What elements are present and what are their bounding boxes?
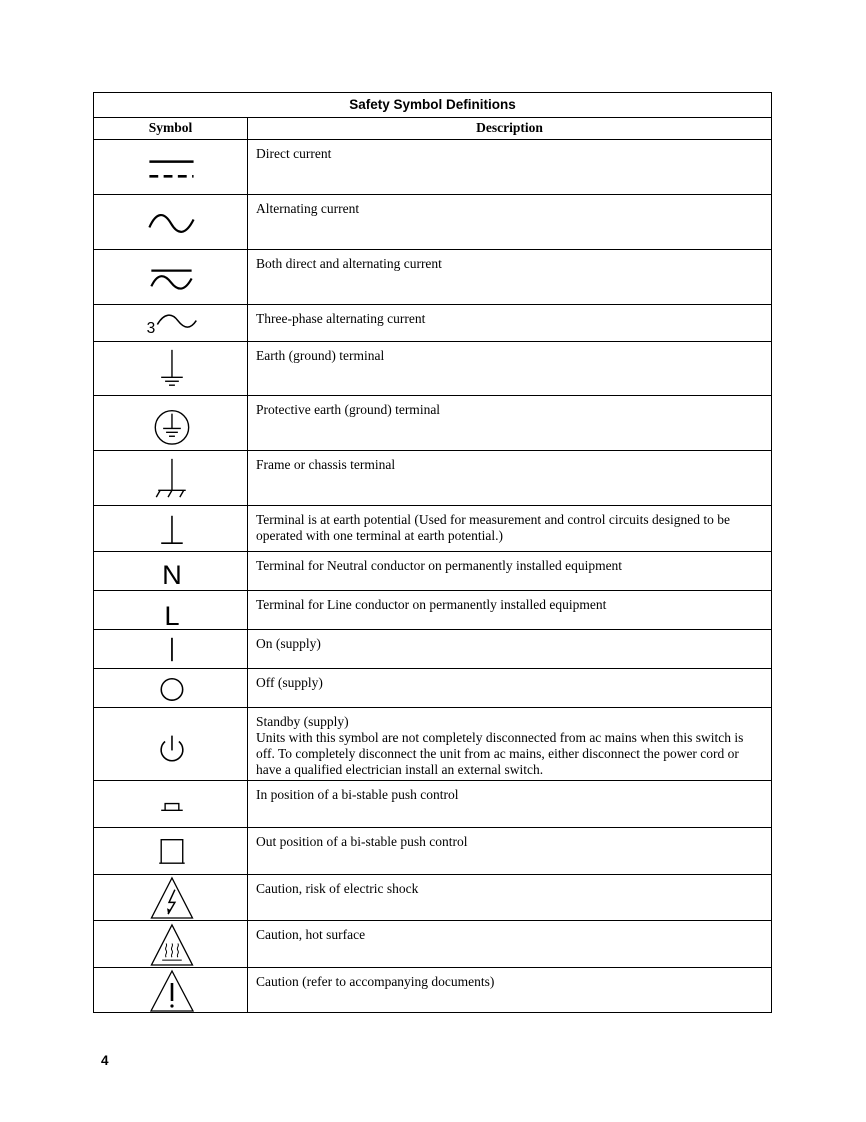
chassis-terminal-icon — [94, 451, 247, 505]
earth-potential-icon — [94, 506, 247, 551]
row-description: Off (supply) — [256, 675, 323, 690]
row-description: On (supply) — [256, 636, 321, 651]
protective-earth-icon — [94, 396, 247, 450]
neutral-n-icon — [94, 552, 247, 590]
line-symbol: L — [164, 600, 180, 632]
direct-current-icon — [94, 140, 247, 194]
row-description: Caution, hot surface — [256, 927, 366, 942]
row-note: Units with this symbol are not completely disconnected from ac mains when this switch is off. To completely disconnect the unit from ac mains, either disconnect the power cord or have a qualified electrician install an external switch. — [256, 730, 744, 777]
table-row — [94, 451, 771, 506]
table-title: Safety Symbol Definitions — [94, 93, 771, 118]
row-description: Terminal for Line conductor on permanently installed equipment — [256, 597, 607, 612]
push-out-icon — [94, 828, 247, 874]
row-description: Direct current — [256, 146, 332, 161]
table-row — [94, 669, 771, 708]
three-phase-label: 3 — [146, 320, 156, 338]
row-description: In position of a bi-stable push control — [256, 787, 459, 802]
hot-surface-icon — [94, 921, 247, 967]
shock-warning-icon — [94, 875, 247, 920]
caution-icon — [94, 968, 247, 1012]
row-description: Caution (refer to accompanying documents) — [256, 974, 495, 989]
table-row — [94, 968, 771, 1012]
row-description: Protective earth (ground) terminal — [256, 402, 441, 417]
row-description: Out position of a bi-stable push control — [256, 834, 468, 849]
table-row — [94, 396, 771, 451]
table-header-row — [94, 117, 771, 140]
push-in-icon — [94, 781, 247, 827]
row-description: Standby (supply) — [256, 714, 349, 729]
row-description: Frame or chassis terminal — [256, 457, 396, 472]
power-off-icon — [94, 669, 247, 707]
table-row — [94, 708, 771, 781]
table-row — [94, 342, 771, 396]
earth-ground-icon — [94, 342, 247, 395]
row-description: Both direct and alternating current — [256, 256, 442, 271]
row-description: Alternating current — [256, 201, 360, 216]
row-description: Caution, risk of electric shock — [256, 881, 419, 896]
page-number: 4 — [101, 1053, 109, 1068]
neutral-symbol: N — [162, 559, 182, 591]
row-description: Earth (ground) terminal — [256, 348, 385, 363]
table-row — [94, 195, 771, 250]
table-row — [94, 552, 771, 591]
table-row — [94, 781, 771, 828]
alternating-current-icon — [94, 195, 247, 249]
table-row — [94, 506, 771, 552]
table-row — [94, 921, 771, 968]
row-description: Three-phase alternating current — [256, 311, 426, 326]
line-l-icon — [94, 591, 247, 632]
standby-icon — [94, 708, 247, 780]
both-dc-ac-icon — [94, 250, 247, 304]
symbol-column-header: Symbol — [94, 117, 248, 139]
table-row — [94, 250, 771, 305]
table-row — [94, 305, 771, 342]
safety-symbol-table — [93, 92, 772, 1013]
table-row — [94, 630, 771, 669]
table-row — [94, 828, 771, 875]
row-description: Terminal is at earth potential (Used for measurement and control circuits designed to be operated with one terminal at earth potential.) — [256, 512, 731, 543]
row-description: Terminal for Neutral conductor on permanently installed equipment — [256, 558, 623, 573]
table-row — [94, 875, 771, 921]
three-phase-icon — [94, 305, 247, 341]
table-row — [94, 140, 771, 195]
table-row — [94, 591, 771, 630]
description-column-header: Description — [476, 120, 543, 135]
power-on-icon — [94, 630, 247, 668]
